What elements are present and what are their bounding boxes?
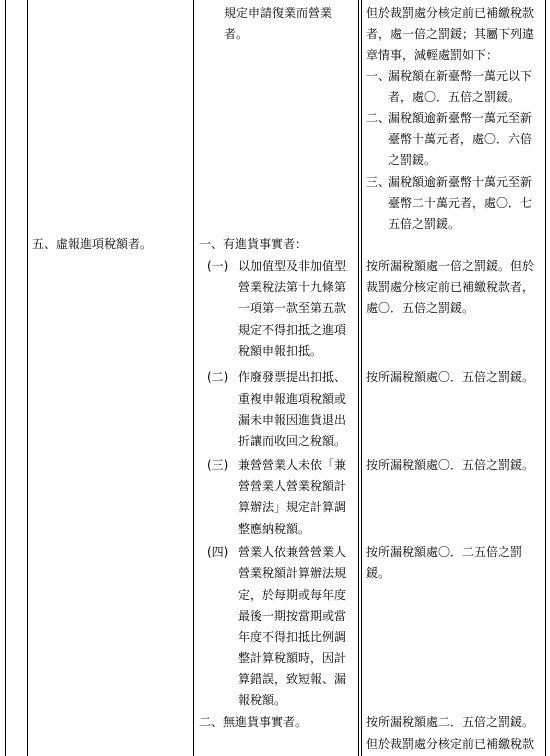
- reduction-marker: 三、: [366, 175, 391, 189]
- item-penalty-line: 裁罰處分核定前已補繳稅款者，: [366, 280, 535, 294]
- group-penalty-line: 按所漏稅額處二．五倍之罰鍰。: [366, 715, 535, 729]
- group-heading: 二、無進貨事實者。: [199, 715, 308, 729]
- table-border-right: [545, 0, 546, 756]
- item-marker: (三): [207, 458, 229, 472]
- reduction-text-line: 漏稅額逾新臺幣十萬元至新: [388, 175, 533, 189]
- penalty-text-line: 但於裁罰處分核定前已補繳稅款: [366, 6, 535, 20]
- rule-continuation-line: 者。: [224, 27, 249, 41]
- reduction-marker: 二、: [366, 111, 391, 125]
- item-text-line: 整應納稅額。: [238, 522, 311, 536]
- item-text-line: 營業人依兼營營業人: [238, 545, 347, 559]
- item-text-line: 兼營營業人未依「兼: [238, 458, 347, 472]
- item-text-line: 作廢發票提出扣抵、: [238, 370, 347, 384]
- rule-continuation-line: 規定申請復業而營業: [224, 6, 333, 20]
- reduction-text-line: 五倍之罰鍰。: [388, 217, 461, 231]
- reduction-text-line: 者，處〇．五倍之罰鍰。: [388, 90, 521, 104]
- item-text-line: 重複申報進項稅額或: [238, 392, 347, 406]
- item-text-line: 定，於每期或每年度: [238, 588, 347, 602]
- reduction-text-line: 漏稅額在新臺幣一萬元以下: [388, 69, 533, 83]
- reduction-text-line: 之罰鍰。: [388, 153, 437, 167]
- reduction-marker: 一、: [366, 69, 391, 83]
- section-heading: 五、虛報進項稅額者。: [32, 237, 153, 251]
- item-penalty-line: 按所漏稅額處一倍之罰鍰。但於: [366, 259, 535, 273]
- penalty-text-line: 章情事，減輕處罰如下：: [366, 48, 499, 62]
- reduction-text-line: 臺幣二十萬元者，處〇．七: [388, 196, 533, 210]
- reduction-text-line: 漏稅額逾新臺幣一萬元至新: [388, 111, 533, 125]
- item-text-line: 一項第一款至第五款: [238, 301, 347, 315]
- item-text-line: 算辦法」規定計算調: [238, 500, 347, 514]
- item-penalty-line: 處〇．五倍之罰鍰。: [366, 301, 475, 315]
- item-penalty-line: 按所漏稅額處〇．五倍之罰鍰。: [366, 458, 535, 472]
- column-divider-1: [27, 0, 28, 756]
- item-text-line: 折讓而收回之稅額。: [238, 434, 347, 448]
- item-text-line: 稅額申報扣抵。: [238, 344, 323, 358]
- group-heading: 一、有進貨事實者：: [199, 237, 308, 251]
- column-divider-3a: [358, 0, 359, 756]
- item-text-line: 報稅額。: [238, 693, 287, 707]
- penalty-text-line: 者，處一倍之罰鍰；其屬下列違: [366, 27, 535, 41]
- item-text-line: 以加值型及非加值型: [238, 259, 347, 273]
- item-marker: (四): [207, 545, 229, 559]
- item-text-line: 年度不得扣抵比例調: [238, 630, 347, 644]
- item-text-line: 營業稅法第十九條第: [238, 280, 347, 294]
- reduction-text-line: 臺幣十萬元者，處〇．六倍: [388, 132, 533, 146]
- item-text-line: 營營業人營業稅額計: [238, 479, 347, 493]
- column-divider-2: [193, 0, 194, 756]
- item-text-line: 最後一期按當期或當: [238, 609, 347, 623]
- item-text-line: 漏未申報因進貨退出: [238, 413, 347, 427]
- item-text-line: 營業稅額計算辦法規: [238, 566, 347, 580]
- group-penalty-line: 但於裁罰處分核定前已補繳稅款: [366, 737, 535, 751]
- item-penalty-line: 按所漏稅額處〇．二五倍之罰: [366, 545, 523, 559]
- item-penalty-line: 按所漏稅額處〇．五倍之罰鍰。: [366, 370, 535, 384]
- item-marker: (一): [207, 259, 229, 273]
- item-text-line: 算錯誤，致短報、漏: [238, 672, 347, 686]
- column-divider-3b: [361, 0, 362, 756]
- item-text-line: 規定不得扣抵之進項: [238, 323, 347, 337]
- item-penalty-line: 鍰。: [366, 566, 391, 580]
- item-marker: (二): [207, 370, 229, 384]
- item-text-line: 整計算稅額時，因計: [238, 651, 347, 665]
- table-border-left: [5, 0, 6, 756]
